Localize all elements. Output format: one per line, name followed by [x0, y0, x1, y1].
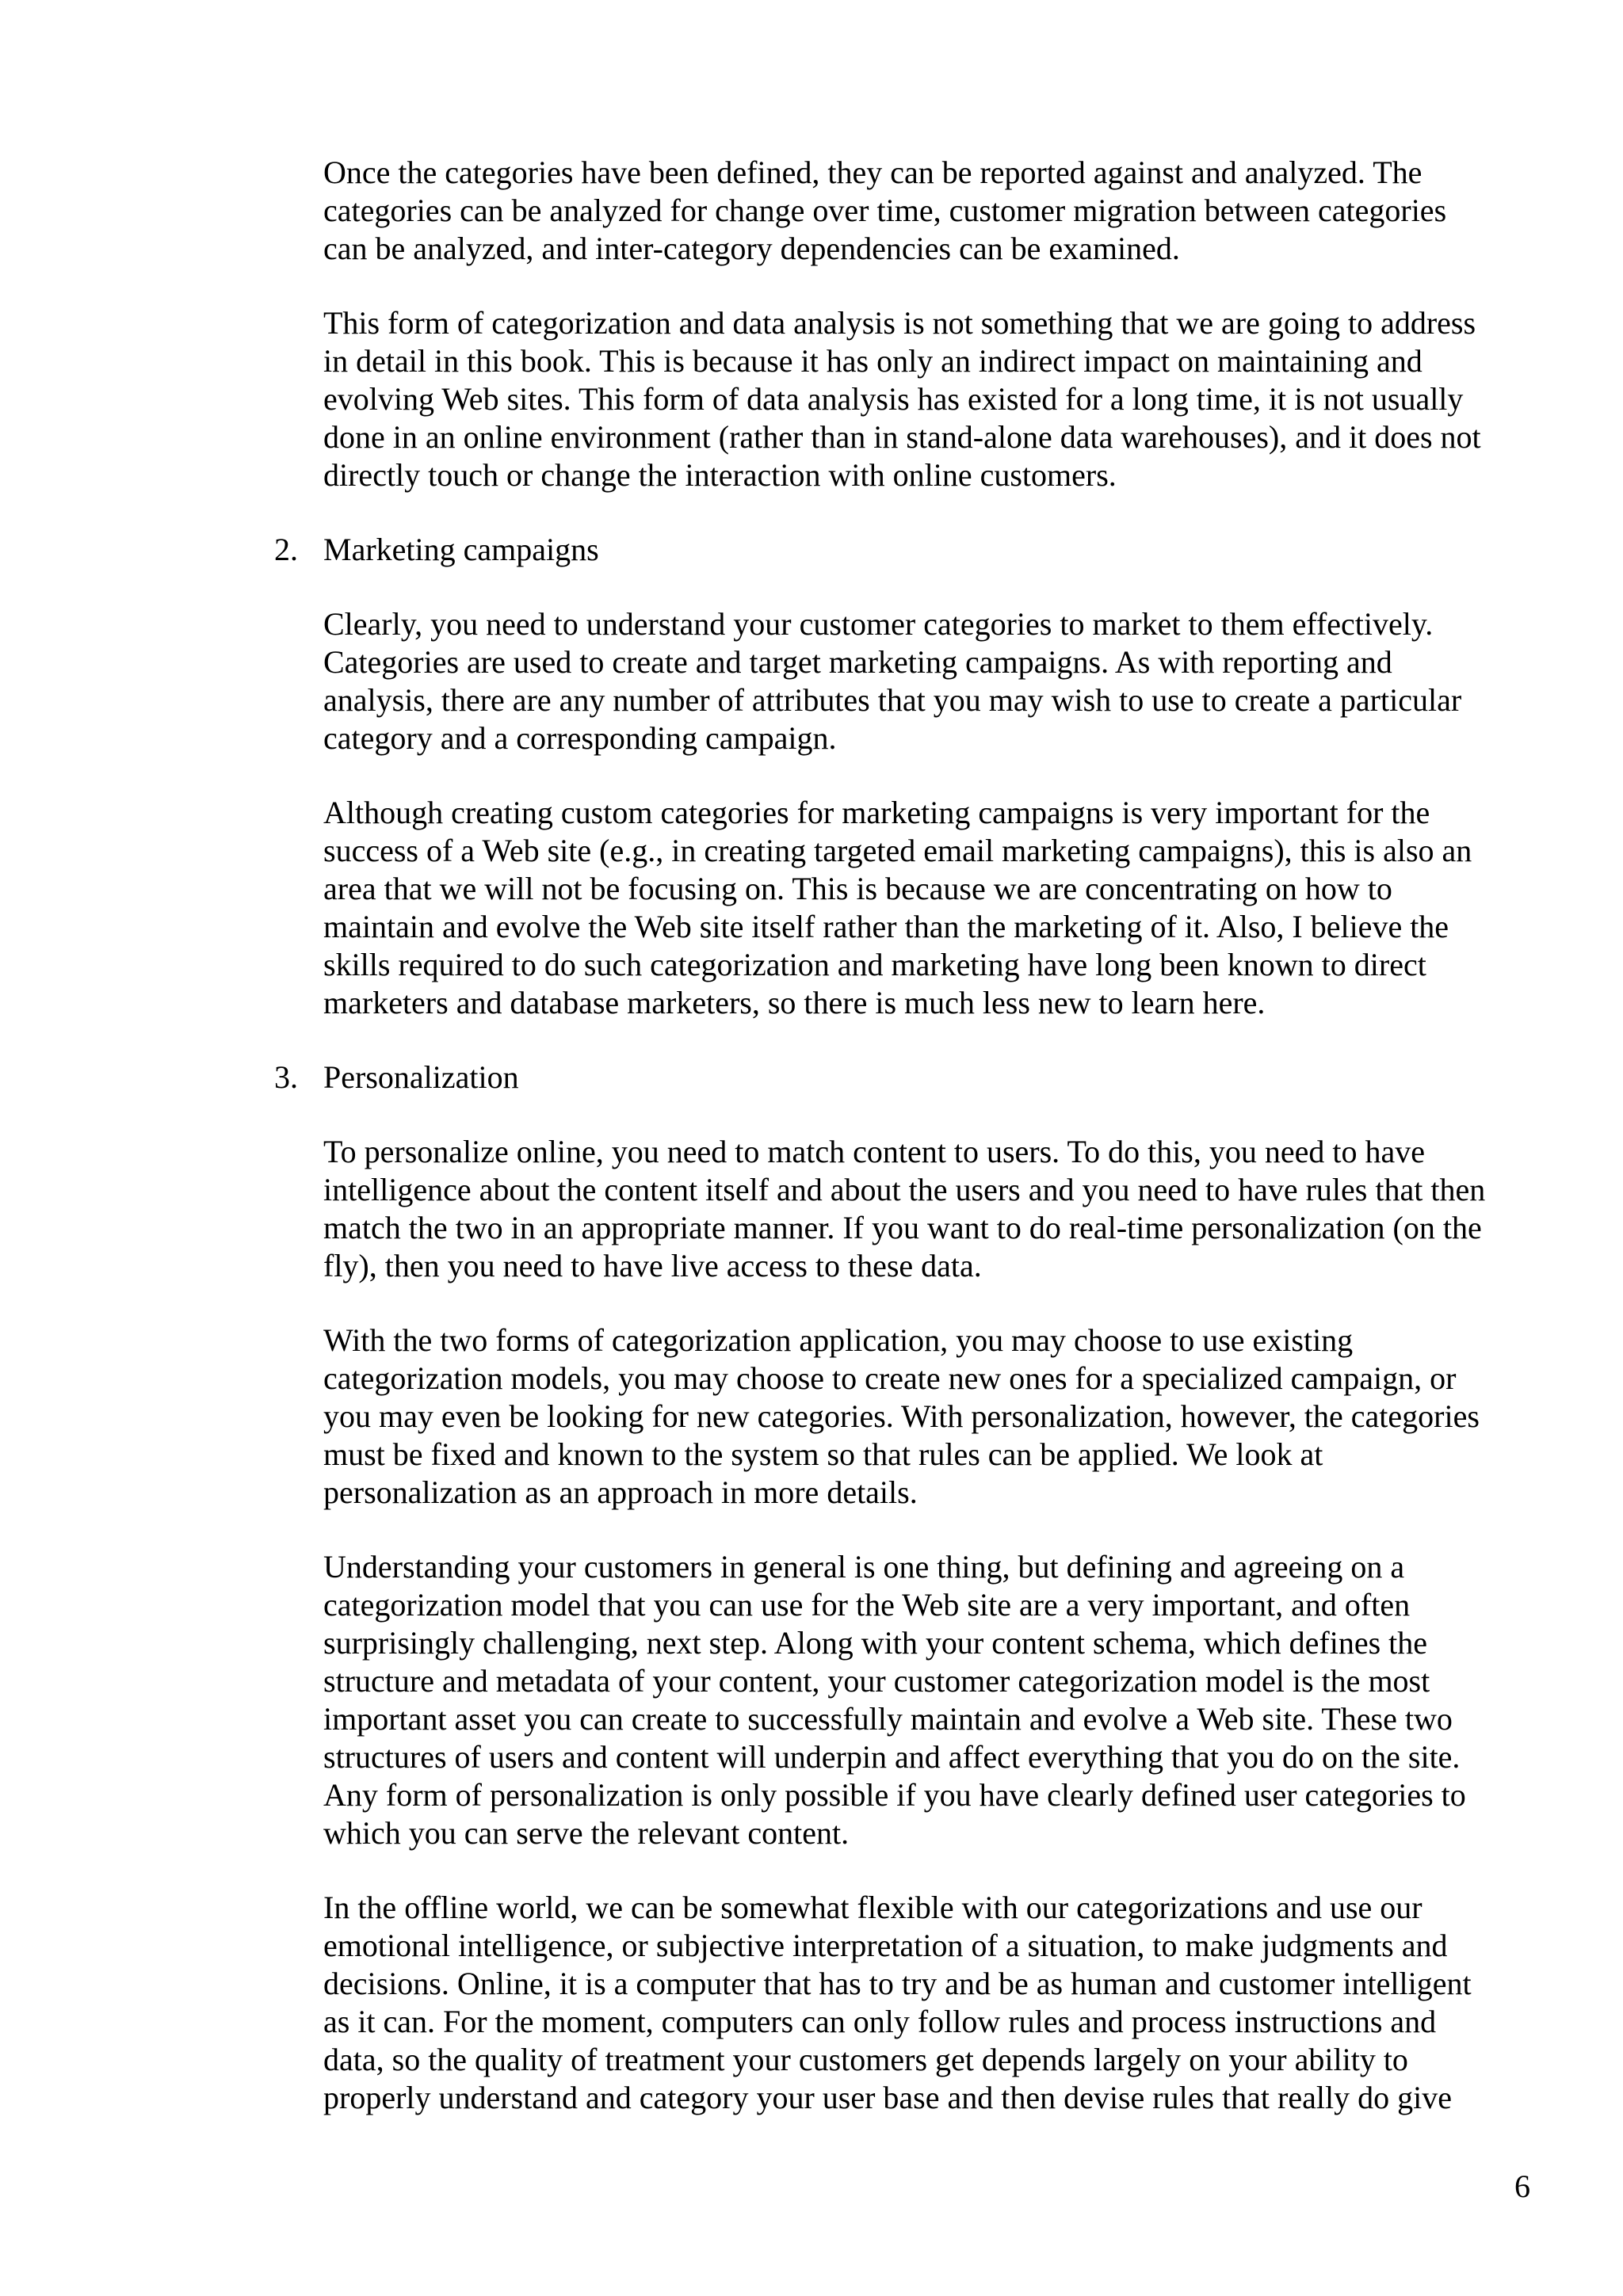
list-number: 2.: [274, 532, 298, 567]
text-line: intelligence about the content itself and about the users and you need to have rules that then: [323, 1172, 1486, 1207]
list-item-heading: Personalization: [323, 1059, 519, 1095]
text-line: Clearly, you need to understand your customer categories to market to them effectively.: [323, 606, 1434, 642]
paragraph: [323, 794, 1544, 1022]
text-line: done in an online environment (rather than in stand-alone data warehouses), and it does not: [323, 419, 1481, 455]
text-line: Categories are used to create and target marketing campaigns. As with reporting and: [323, 644, 1392, 680]
text-line: category and a corresponding campaign.: [323, 720, 837, 756]
text-line: This form of categorization and data analysis is not something that we are going to address: [323, 305, 1476, 341]
text-line: marketers and database marketers, so there is much less new to learn here.: [323, 985, 1266, 1020]
text-line: must be fixed and known to the system so that rules can be applied. We look at: [323, 1436, 1323, 1472]
text-line: structure and metadata of your content, your customer categorization model is the most: [323, 1663, 1430, 1699]
paragraph: [323, 1889, 1544, 2117]
text-line: directly touch or change the interaction with online customers.: [323, 457, 1117, 493]
paragraph: [323, 1133, 1544, 1285]
text-line: success of a Web site (e.g., in creating targeted email marketing campaigns), this is also an: [323, 833, 1472, 868]
text-line: evolving Web sites. This form of data analysis has existed for a long time, it is not usually: [323, 381, 1464, 417]
text-line: surprisingly challenging, next step. Along with your content schema, which defines the: [323, 1625, 1428, 1661]
list-item-personalization: [274, 1058, 1544, 1097]
text-line: analysis, there are any number of attributes that you may wish to use to create a particular: [323, 682, 1462, 718]
text-line: match the two in an appropriate manner. If you want to do real-time personalization (on the: [323, 1210, 1482, 1245]
text-line: structures of users and content will underpin and affect everything that you do on the site.: [323, 1739, 1461, 1775]
text-line: Any form of personalization is only possible if you have clearly defined user categories to: [323, 1777, 1466, 1813]
text-line: skills required to do such categorization and marketing have long been known to direct: [323, 947, 1426, 982]
paragraph: [323, 154, 1544, 268]
list-number: 3.: [274, 1059, 298, 1095]
page-number: 6: [1514, 2168, 1530, 2204]
document-body: [274, 154, 1544, 2153]
text-line: as it can. For the moment, computers can only follow rules and process instructions and: [323, 2004, 1437, 2039]
text-line: area that we will not be focusing on. This is because we are concentrating on how to: [323, 871, 1392, 906]
text-line: Once the categories have been defined, they can be reported against and analyzed. The: [323, 154, 1423, 190]
paragraph: [323, 304, 1544, 494]
text-line: can be analyzed, and inter-category dependencies can be examined.: [323, 231, 1180, 266]
text-line: you may even be looking for new categories. With personalization, however, the categories: [323, 1398, 1480, 1434]
text-line: emotional intelligence, or subjective interpretation of a situation, to make judgments and: [323, 1928, 1448, 1963]
text-line: properly understand and category your user base and then devise rules that really do give: [323, 2080, 1452, 2115]
text-line: categories can be analyzed for change over time, customer migration between categories: [323, 193, 1447, 228]
text-line: important asset you can create to successfully maintain and evolve a Web site. These two: [323, 1701, 1453, 1737]
text-line: To personalize online, you need to match content to users. To do this, you need to have: [323, 1134, 1425, 1169]
list-item-marketing-campaigns: [274, 531, 1544, 569]
text-line: categorization model that you can use for the Web site are a very important, and often: [323, 1587, 1411, 1623]
text-line: personalization as an approach in more details.: [323, 1474, 918, 1510]
text-line: In the offline world, we can be somewhat flexible with our categorizations and use our: [323, 1890, 1423, 1925]
text-line: Although creating custom categories for marketing campaigns is very important for the: [323, 795, 1430, 830]
paragraph: [323, 1548, 1544, 1852]
paragraph: [323, 1322, 1544, 1512]
text-line: which you can serve the relevant content.: [323, 1815, 850, 1851]
text-line: decisions. Online, it is a computer that has to try and be as human and customer intelligent: [323, 1966, 1472, 2001]
text-line: data, so the quality of treatment your customers get depends largely on your ability to: [323, 2042, 1408, 2077]
list-item-heading: Marketing campaigns: [323, 532, 599, 567]
text-line: in detail in this book. This is because it has only an indirect impact on maintaining and: [323, 343, 1423, 379]
text-line: Understanding your customers in general is one thing, but defining and agreeing on a: [323, 1549, 1405, 1585]
paragraph: [323, 605, 1544, 757]
text-line: With the two forms of categorization application, you may choose to use existing: [323, 1322, 1354, 1358]
text-line: maintain and evolve the Web site itself rather than the marketing of it. Also, I believe the: [323, 909, 1449, 944]
text-line: fly), then you need to have live access to these data.: [323, 1248, 982, 1283]
text-line: categorization models, you may choose to create new ones for a specialized campaign, or: [323, 1360, 1457, 1396]
